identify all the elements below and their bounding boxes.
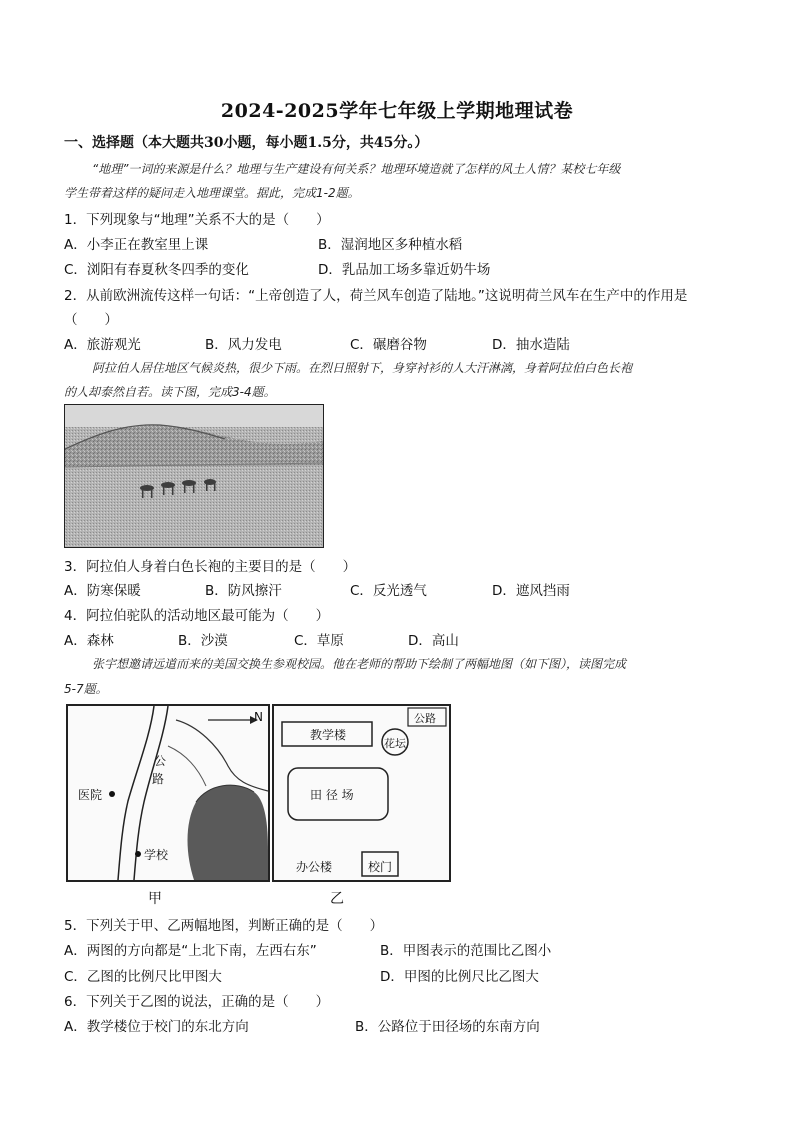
school-label: 学校 <box>144 848 169 862</box>
question-1-option-b: B．湿润地区多种植水稻 <box>318 237 463 253</box>
question-4-option-a: A．森林 <box>64 633 114 649</box>
map-yi-drawing <box>274 706 449 880</box>
intro-1-line-1: “地理”一词的来源是什么？地理与生产建设有何关系？地理环境造就了怎样的风土人情？某校七年级 <box>92 162 621 176</box>
question-5-option-c: C．乙图的比例尺比甲图大 <box>64 969 222 985</box>
question-6-option-b: B．公路位于田径场的东南方向 <box>355 1019 540 1035</box>
question-2-stem: 2．从前欧洲流传这样一句话：“上帝创造了人，荷兰风车创造了陆地。”这说明荷兰风车在生产中的作用是 <box>64 288 688 304</box>
road-label-2: 路 <box>152 772 165 786</box>
flowerbed-label: 花坛 <box>384 737 406 750</box>
question-3-option-a: A．防寒保暖 <box>64 583 141 599</box>
question-2-option-d: D．抽水造陆 <box>492 337 570 353</box>
school-gate-label: 校门 <box>368 860 393 874</box>
map-jia-caption: 甲 <box>148 891 162 907</box>
north-arrow-label: N <box>254 710 263 724</box>
map-yi <box>272 704 451 882</box>
question-2-option-b: B．风力发电 <box>205 337 282 353</box>
question-1-stem: 1．下列现象与“地理”关系不大的是（ ） <box>64 212 330 228</box>
question-2-option-c: C．碾磨谷物 <box>350 337 427 353</box>
question-3-option-c: C．反光透气 <box>350 583 427 599</box>
question-2-option-a: A．旅游观光 <box>64 337 141 353</box>
question-1-option-c: C．浏阳有春夏秋冬四季的变化 <box>64 262 249 278</box>
hospital-label: 医院 <box>78 788 103 802</box>
question-4-option-d: D．高山 <box>408 633 459 649</box>
question-4-option-b: B．沙漠 <box>178 633 228 649</box>
camel-caravan-photo <box>64 404 324 548</box>
intro-1-line-2: 学生带着这样的疑问走入地理课堂。据此，完成1-2题。 <box>64 186 360 200</box>
teaching-building-label: 教学楼 <box>310 728 347 742</box>
question-5-option-b: B．甲图表示的范围比乙图小 <box>380 943 552 959</box>
road-label-yi: 公路 <box>414 712 436 725</box>
page-title: 2024-2025学年七年级上学期地理试卷 <box>220 100 574 122</box>
office-building-label: 办公楼 <box>296 860 333 874</box>
question-5-option-d: D．甲图的比例尺比乙图大 <box>380 969 539 985</box>
question-4-option-c: C．草原 <box>294 633 344 649</box>
intro-3-line-1: 张宇想邀请远道而来的美国交换生参观校园。他在老师的帮助下绘制了两幅地图（如下图），读图完成 <box>92 657 627 671</box>
desert-photo-illustration <box>65 405 323 547</box>
question-6-option-a: A．教学楼位于校门的东北方向 <box>64 1019 249 1035</box>
intro-3-line-2: 5-7题。 <box>64 682 108 696</box>
intro-2-line-2: 的人却泰然自若。读下图，完成3-4题。 <box>64 385 276 399</box>
question-5-stem: 5．下列关于甲、乙两幅地图，判断正确的是（ ） <box>64 918 384 934</box>
sports-field-label: 田 径 场 <box>310 788 354 802</box>
question-1-option-a: A．小李正在教室里上课 <box>64 237 209 253</box>
question-2-stem-cont: （ ） <box>64 312 118 328</box>
question-3-option-b: B．防风擦汗 <box>205 583 282 599</box>
road-label-1: 公 <box>154 754 167 768</box>
question-4-stem: 4．阿拉伯驼队的活动地区最可能为（ ） <box>64 608 330 624</box>
question-3-option-d: D．遮风挡雨 <box>492 583 570 599</box>
question-1-option-d: D．乳品加工场多靠近奶牛场 <box>318 262 491 278</box>
question-5-option-a: A．两图的方向都是“上北下南，左西右东” <box>64 943 317 959</box>
map-yi-caption: 乙 <box>330 891 344 907</box>
map-jia <box>66 704 270 882</box>
question-3-stem: 3．阿拉伯人身着白色长袍的主要目的是（ ） <box>64 559 357 575</box>
section-heading: 一、选择题（本大题共30小题，每小题1.5分，共45分。） <box>64 135 429 151</box>
question-6-stem: 6．下列关于乙图的说法，正确的是（ ） <box>64 994 330 1010</box>
intro-2-line-1: 阿拉伯人居住地区气候炎热，很少下雨。在烈日照射下，身穿衬衫的人大汗淋漓，身着阿拉伯白色长袍 <box>92 361 633 375</box>
